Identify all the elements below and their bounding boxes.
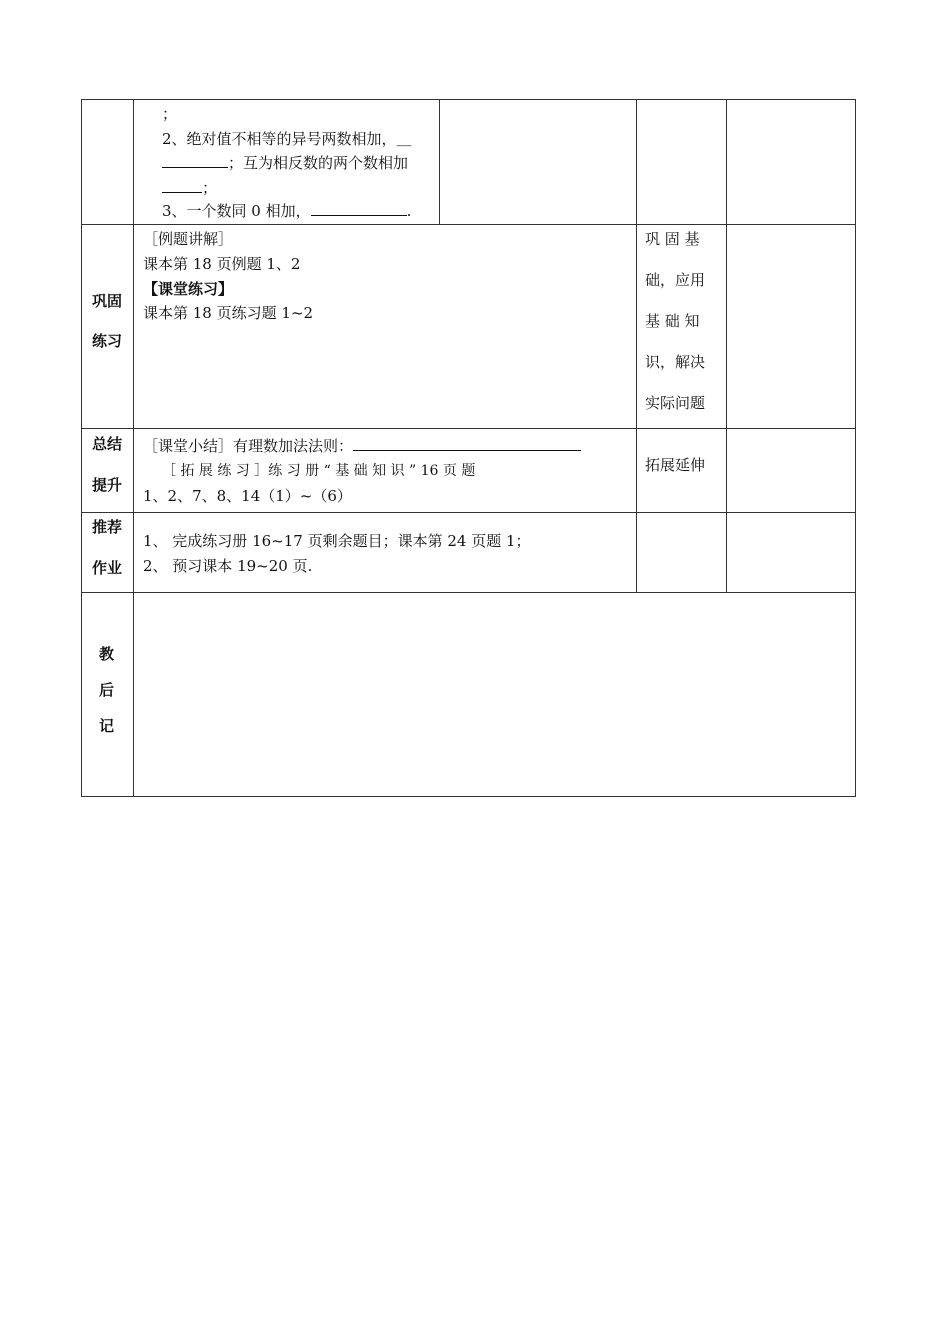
row1-line4-suffix: . [406, 202, 412, 220]
column-divider [636, 99, 637, 592]
row5-label-1: 教 [99, 645, 115, 663]
column-divider [439, 99, 440, 224]
row3-line2: ［ 拓 展 练 习 ］练 习 册 “ 基 础 知 识 ” 16 页 题 [162, 463, 476, 479]
row-divider [81, 224, 856, 225]
row-divider [81, 428, 856, 429]
row-divider [81, 512, 856, 513]
row1-line3-suffix: ； [202, 179, 218, 197]
row2-line1: ［例题讲解］ [143, 230, 234, 248]
row2-note-3: 基 础 知 [645, 312, 700, 330]
row3-label-2: 提升 [92, 476, 123, 494]
row2-line3: 【课堂练习】 [143, 280, 234, 298]
row3-note: 拓展延伸 [645, 456, 706, 474]
row5-label-2: 后 [99, 681, 115, 699]
row1-line2-suffix: ；互为相反数的两个数相加 [228, 154, 409, 172]
row-divider [81, 592, 856, 593]
row3-line3: 1、2、7、8、14（1）~（6） [143, 487, 352, 505]
row1-line1: 2、绝对值不相等的异号两数相加，＿ [162, 130, 412, 148]
row2-line2: 课本第 18 页例题 1、2 [143, 255, 301, 273]
row2-label-1: 巩固 [92, 292, 123, 310]
column-divider [133, 99, 134, 797]
row2-note-5: 实际问题 [645, 394, 706, 412]
row1-line4 [162, 201, 411, 221]
fill-in-blank [311, 201, 407, 216]
row2-label-2: 练习 [92, 332, 123, 350]
row4-line1: 1、 完成练习册 16~17 页剩余题目；课本第 24 页题 1； [143, 532, 531, 550]
row2-line4: 课本第 18 页练习题 1~2 [143, 304, 314, 322]
row3-line1 [143, 436, 581, 456]
row3-line1-prefix: ［课堂小结］有理数加法法则： [143, 437, 354, 455]
row4-label-1: 推荐 [92, 518, 123, 536]
row2-note-2: 础，应用 [645, 271, 706, 289]
fill-in-blank [162, 153, 228, 168]
column-divider [726, 99, 727, 592]
fill-in-blank [162, 178, 202, 193]
row4-line2: 2、 预习课本 19~20 页. [143, 557, 313, 575]
row1-line4-prefix: 3、一个数同 0 相加， [162, 202, 311, 220]
row4-label-2: 作业 [92, 559, 123, 577]
row3-label-1: 总结 [92, 435, 123, 453]
row2-note-1: 巩 固 基 [645, 230, 700, 248]
row1-line0: ； [162, 105, 178, 123]
row5-label-3: 记 [99, 717, 115, 735]
row2-note-4: 识，解决 [645, 353, 706, 371]
row1-line3 [162, 178, 217, 198]
fill-in-blank [353, 436, 581, 451]
row1-line2 [162, 153, 408, 173]
